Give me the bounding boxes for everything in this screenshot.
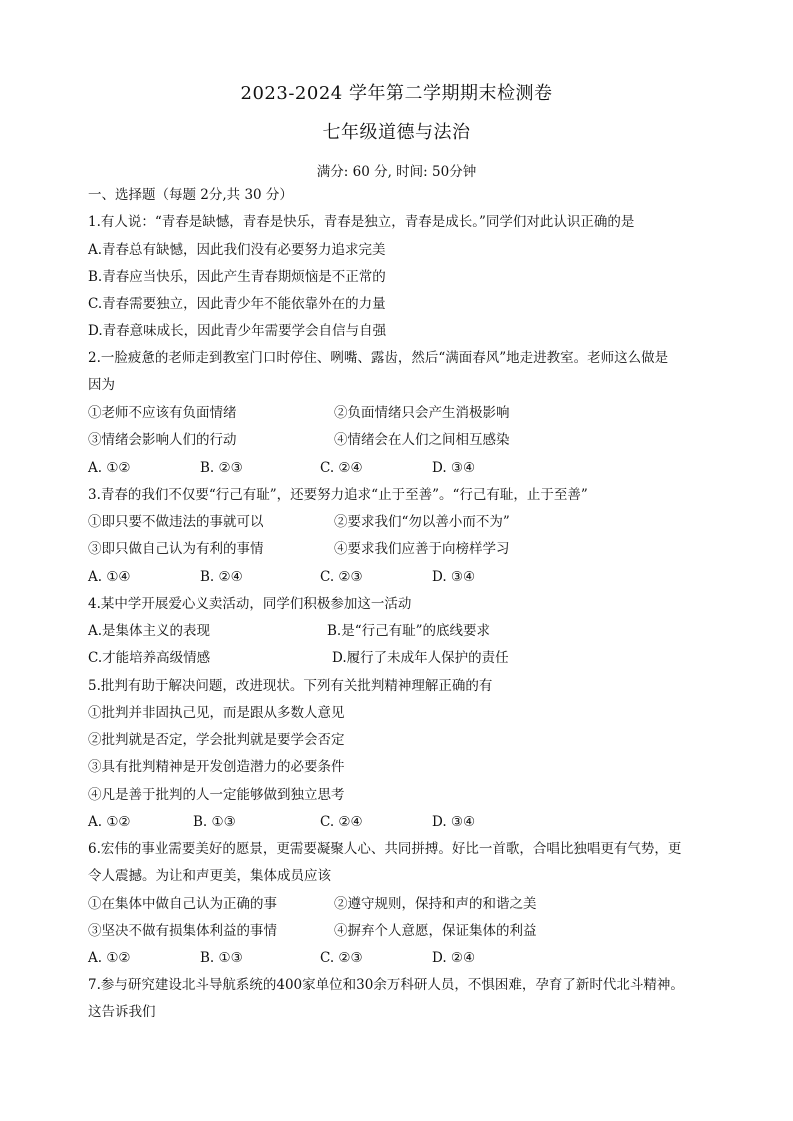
- question-6-statement-4: ④摒弃个人意愿，保证集体的利益: [334, 923, 537, 939]
- question-6-statement-3: ③坚决不做有损集体利益的事情: [88, 923, 277, 939]
- question-1-option-c: C.青春需要独立，因此青少年不能依靠外在的力量: [88, 296, 386, 312]
- question-5-option-c: C. ②④: [320, 814, 363, 830]
- question-5-statement-1: ①批判并非固执己见，而是跟从多数人意见: [88, 705, 345, 721]
- question-4-stem: 4.某中学开展爱心义卖活动，同学们积极参加这一活动: [88, 596, 412, 612]
- question-6-option-a: A. ①②: [88, 950, 131, 966]
- exam-subject: 七年级道德与法治: [322, 122, 471, 143]
- question-6-option-d: D. ②④: [432, 950, 476, 966]
- question-4-option-d: D.履行了未成年人保护的责任: [332, 650, 509, 666]
- question-6-statement-2: ②遵守规则，保持和声的和谐之美: [334, 896, 537, 912]
- question-2-option-d: D. ③④: [432, 460, 476, 476]
- question-5-option-a: A. ①②: [88, 814, 131, 830]
- question-2-stem-cont: 因为: [88, 377, 115, 393]
- question-2-statement-3: ③情绪会影响人们的行动: [88, 432, 237, 448]
- question-7-stem-cont: 这告诉我们: [88, 1004, 156, 1020]
- question-2-statement-1: ①老师不应该有负面情绪: [88, 405, 237, 421]
- question-4-option-a: A.是集体主义的表现: [88, 623, 211, 639]
- question-6-stem: 6.宏伟的事业需要美好的愿景，更需要凝聚人心、共同拼搏。好比一首歌，合唱比独唱更有气势，更: [88, 841, 682, 857]
- question-3-option-b: B. ②④: [200, 569, 243, 585]
- question-5-statement-3: ③具有批判精神是开发创造潜力的必要条件: [88, 759, 345, 775]
- question-6-option-b: B. ①③: [200, 950, 243, 966]
- question-6-option-c: C. ②③: [320, 950, 363, 966]
- section-heading: 一、选择题（每题 2分,共 30 分）: [88, 187, 293, 203]
- question-1-stem: 1.有人说：“青春是缺憾，青春是快乐，青春是独立，青春是成长。”同学们对此认识正确的是: [88, 214, 635, 230]
- question-3-statement-1: ①即只要不做违法的事就可以: [88, 514, 264, 530]
- question-1-option-d: D.青春意味成长，因此青少年需要学会自信与自强: [88, 323, 387, 339]
- question-3-option-d: D. ③④: [432, 569, 476, 585]
- question-3-option-c: C. ②③: [320, 569, 363, 585]
- exam-meta: 满分: 60 分, 时间: 50分钟: [316, 164, 477, 180]
- question-2-option-b: B. ②③: [200, 460, 243, 476]
- question-5-statement-2: ②批判就是否定，学会批判就是要学会否定: [88, 732, 345, 748]
- question-7-stem: 7.参与研究建设北斗导航系统的400家单位和30余万科研人员，不惧困难，孕育了新时代北斗精神。: [88, 977, 684, 993]
- question-1-option-b: B.青春应当快乐，因此产生青春期烦恼是不正常的: [88, 269, 386, 285]
- question-1-option-a: A.青春总有缺憾，因此我们没有必要努力追求完美: [88, 242, 386, 258]
- question-6-stem-cont: 令人震撼。为让和声更美，集体成员应该: [88, 868, 331, 884]
- question-4-option-b: B.是“行己有耻”的底线要求: [327, 623, 491, 639]
- question-4-option-c: C.才能培养高级情感: [88, 650, 211, 666]
- question-3-statement-3: ③即只做自己认为有利的事情: [88, 541, 264, 557]
- question-2-stem: 2.一脸疲惫的老师走到教室门口时停住、咧嘴、露齿，然后“满面春风”地走进教室。老师这么做是: [88, 350, 669, 366]
- question-3-statement-4: ④要求我们应善于向榜样学习: [334, 541, 510, 557]
- question-6-statement-1: ①在集体中做自己认为正确的事: [88, 896, 277, 912]
- question-2-option-a: A. ①②: [88, 460, 131, 476]
- question-3-stem: 3.青春的我们不仅要“行己有耻”，还要努力追求“止于至善”。“行己有耻，止于至善”: [88, 487, 588, 503]
- question-3-option-a: A. ①④: [88, 569, 131, 585]
- question-5-statement-4: ④凡是善于批判的人一定能够做到独立思考: [88, 787, 345, 803]
- question-2-statement-4: ④情绪会在人们之间相互感染: [334, 432, 510, 448]
- question-5-stem: 5.批判有助于解决问题，改进现状。下列有关批判精神理解正确的有: [88, 678, 493, 694]
- question-5-option-b: B. ①③: [193, 814, 236, 830]
- exam-title: 2023-2024 学年第二学期期末检测卷: [240, 83, 553, 104]
- question-2-statement-2: ②负面情绪只会产生消极影响: [334, 405, 510, 421]
- question-3-statement-2: ②要求我们“勿以善小而不为”: [334, 514, 510, 530]
- question-5-option-d: D. ③④: [432, 814, 476, 830]
- question-2-option-c: C. ②④: [320, 460, 363, 476]
